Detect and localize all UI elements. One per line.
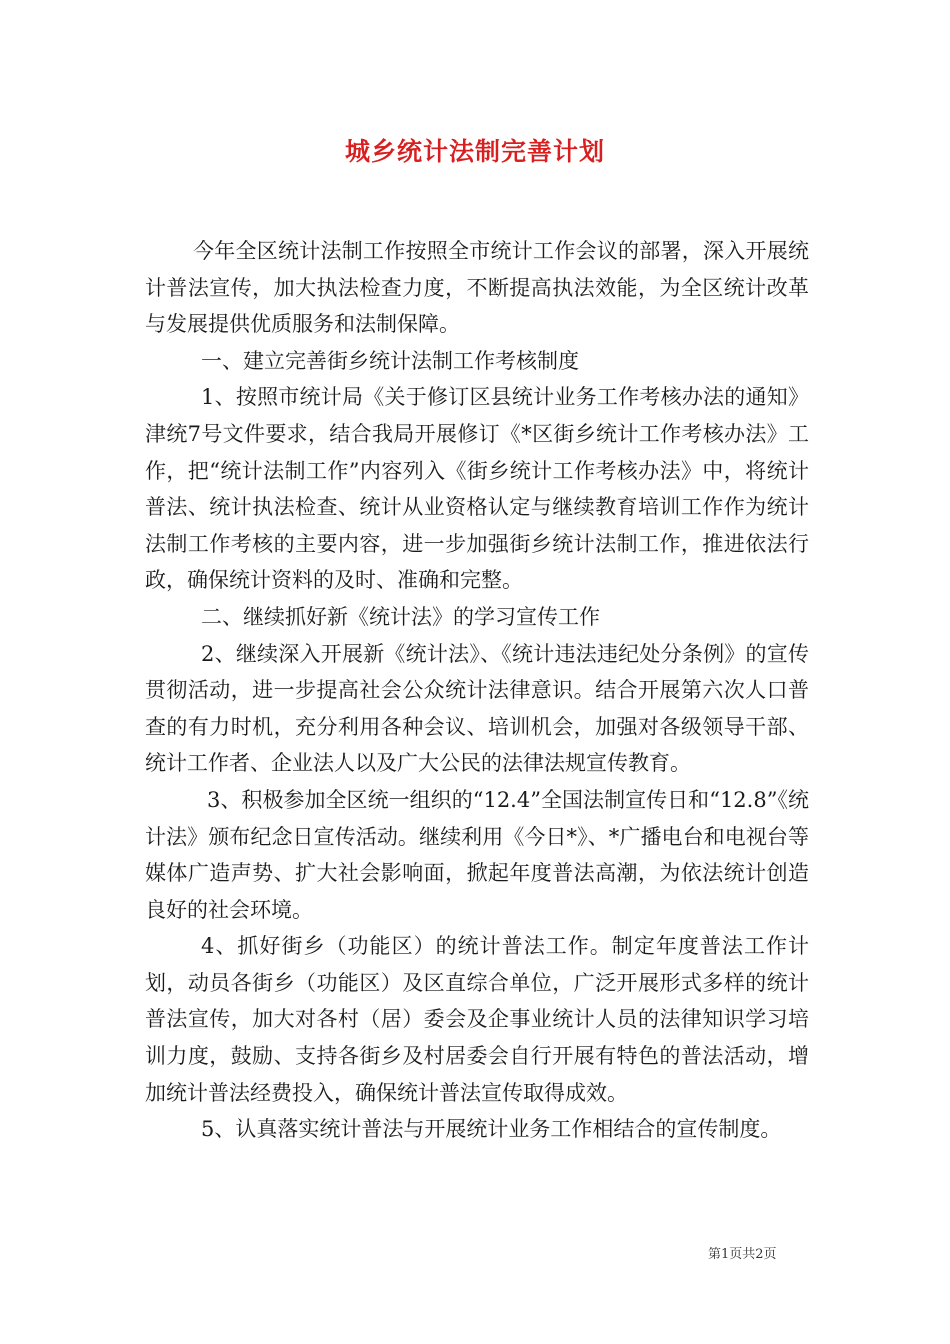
- paragraph-item-4: 4、抓好街乡（功能区）的统计普法工作。制定年度普法工作计划，动员各街乡（功能区）及区直综合单位，广泛开展形式多样的统计普法宣传，加大对各村（居）委会及企事业统计人员的法律知识学习培训力度，鼓励、支持各街乡及村居委会自行开展有特色的普法活动，增加统计普法经费投入，确保统计普法宣传取得成效。: [145, 934, 809, 1105]
- paragraph-item-1: 1、按照市统计局《关于修订区县统计业务工作考核办法的通知》津统7号文件要求，结合我局开展修订《*区街乡统计工作考核办法》工作，把“统计法制工作”内容列入《街乡统计工作考核办法》中，将统计普法、统计执法检查、统计从业资格认定与继续教育培训工作作为统计法制工作考核的主要内容，进一步加强街乡统计法制工作，推进依法行政，确保统计资料的及时、准确和完整。: [145, 385, 809, 593]
- paragraph-intro: 今年全区统计法制工作按照全市统计工作会议的部署，深入开展统计普法宣传，加大执法检查力度，不断提高执法效能，为全区统计改革与发展提供优质服务和法制保障。: [145, 239, 809, 337]
- page-number-footer: 第1页共2页: [708, 1247, 777, 1262]
- document-title: 城乡统计法制完善计划: [344, 137, 605, 166]
- paragraph-item-5: 5、认真落实统计普法与开展统计业务工作相结合的宣传制度。: [201, 1117, 782, 1142]
- paragraph-item-2: 2、继续深入开展新《统计法》、《统计违法违纪处分条例》的宣传贯彻活动，进一步提高社会公众统计法律意识。结合开展第六次人口普查的有力时机，充分利用各种会议、培训机会，加强对各级领导干部、统计工作者、企业法人以及广大公民的法律法规宣传教育。: [145, 641, 809, 776]
- paragraph-item-3: 3、积极参加全区统一组织的“12.4”全国法制宣传日和“12.8”《统计法》颁布纪念日宣传活动。继续利用《今日*》、*广播电台和电视台等媒体广造声势、扩大社会影响面，掀起年度普法高潮，为依法统计创造良好的社会环境。: [145, 787, 809, 922]
- document-body: [145, 233, 809, 1148]
- section-heading-2: 二、继续抓好新《统计法》的学习宣传工作: [201, 604, 600, 629]
- section-heading-1: 一、建立完善街乡统计法制工作考核制度: [201, 348, 579, 373]
